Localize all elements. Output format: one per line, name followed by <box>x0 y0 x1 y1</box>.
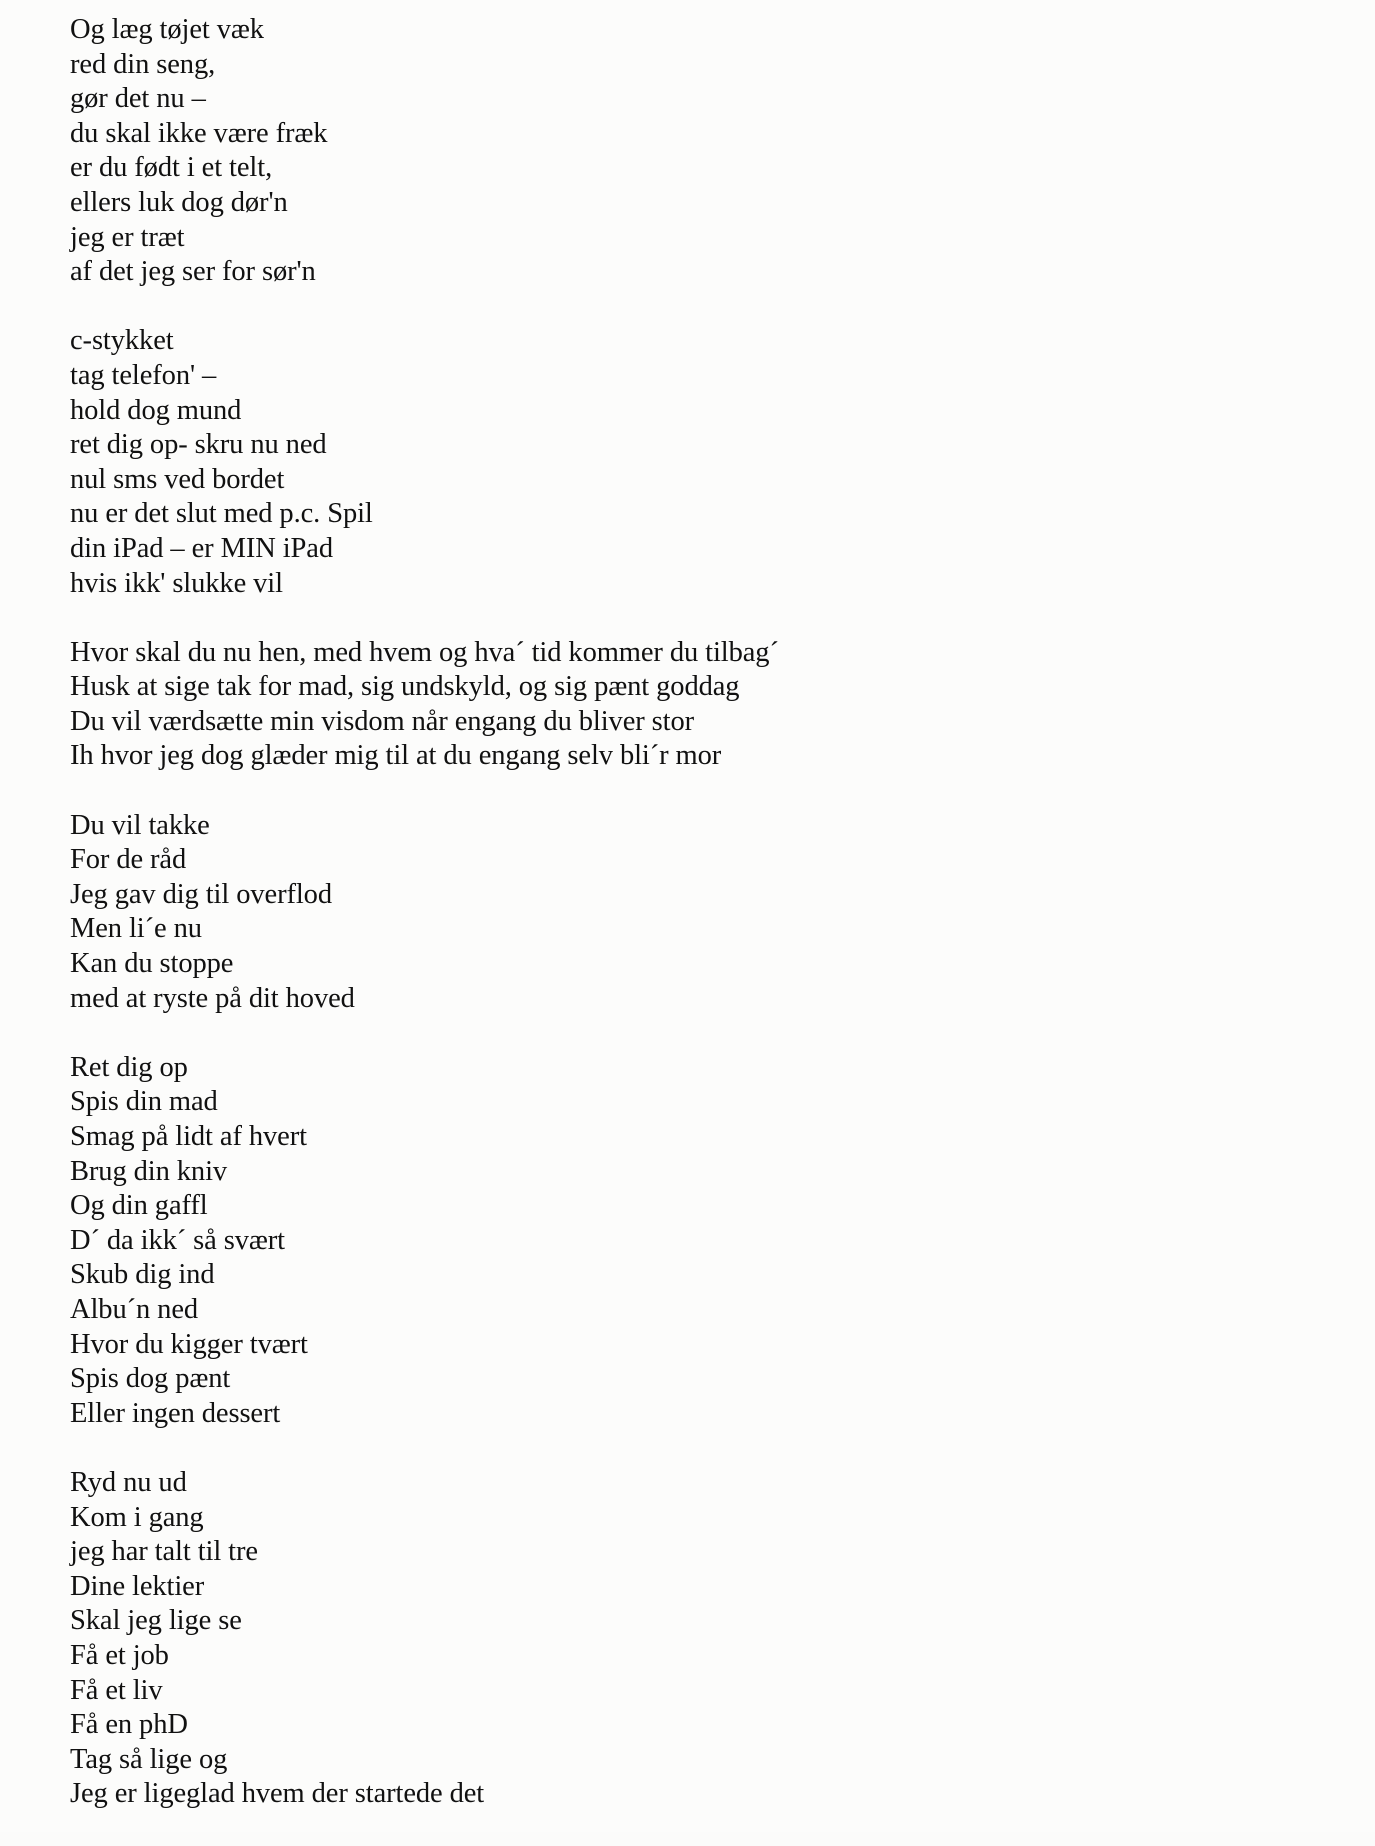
poem-line: Jeg er ligeglad hvem der startede det <box>70 1778 485 1810</box>
poem-line: Eller ingen dessert <box>70 1397 281 1429</box>
stanza-4 <box>70 809 1270 1017</box>
poem-line: nu er det slut med p.c. Spil <box>70 498 373 530</box>
poem-text <box>70 13 1270 1846</box>
poem-line: D´ da ikk´ så svært <box>70 1224 285 1256</box>
poem-line: nul sms ved bordet <box>70 463 285 495</box>
poem-line: Få et liv <box>70 1674 163 1706</box>
poem-line: Spis din mad <box>70 1086 218 1118</box>
stanza-5 <box>70 1051 1270 1432</box>
poem-line: c-stykket <box>70 325 174 357</box>
poem-line: Ryd nu ud <box>70 1466 187 1498</box>
poem-line: red din seng, <box>70 48 216 80</box>
poem-line: med at ryste på dit hoved <box>70 982 355 1014</box>
poem-line: af det jeg ser for sør'n <box>70 256 316 288</box>
stanza-3-chorus <box>70 636 1270 774</box>
poem-line: hvis ikk' slukke vil <box>70 567 283 599</box>
poem-line: jeg har talt til tre <box>70 1536 258 1568</box>
poem-line: Ret dig op <box>70 1051 188 1083</box>
poem-line: du skal ikke være fræk <box>70 117 328 149</box>
poem-line: er du født i et telt, <box>70 152 273 184</box>
poem-line: Få en phD <box>70 1709 188 1741</box>
poem-line: Jeg gav dig til overflod <box>70 878 332 910</box>
poem-line: jeg er træt <box>70 221 185 253</box>
poem-line: Ih hvor jeg dog glæder mig til at du engang selv bli´r mor <box>70 740 722 772</box>
stanza-2 <box>70 324 1270 601</box>
poem-line: Brug din kniv <box>70 1155 228 1187</box>
poem-line: Smag på lidt af hvert <box>70 1121 307 1152</box>
poem-line: ellers luk dog dør'n <box>70 186 288 218</box>
poem-line: Kom i gang <box>70 1501 204 1533</box>
poem-line: Spis dog pænt <box>70 1363 231 1395</box>
poem-line: gør det nu – <box>70 83 206 115</box>
poem-line: Du vil takke <box>70 809 210 841</box>
poem-line: Albu´n ned <box>70 1293 199 1325</box>
poem-line: Skub dig ind <box>70 1259 215 1291</box>
poem-line: Tag så lige og <box>70 1743 228 1775</box>
poem-line: Og læg tøjet væk <box>70 14 264 45</box>
poem-line: For de råd <box>70 844 187 876</box>
poem-line: Skal jeg lige se <box>70 1605 242 1637</box>
poem-line: hold dog mund <box>70 394 242 426</box>
stanza-1 <box>70 13 1270 290</box>
stanza-6 <box>70 1466 1270 1812</box>
poem-line: Du vil værdsætte min visdom når engang du bliver stor <box>70 705 695 737</box>
poem-line: tag telefon' – <box>70 359 217 391</box>
poem-line: din iPad – er MIN iPad <box>70 532 333 564</box>
poem-line: Men li´e nu <box>70 913 202 945</box>
poem-line: Hvor du kigger tvært <box>70 1328 308 1360</box>
poem-line: Husk at sige tak for mad, sig undskyld, og sig pænt goddag <box>70 671 740 703</box>
poem-line: Og din gaffl <box>70 1190 208 1222</box>
poem-line: Dine lektier <box>70 1570 205 1602</box>
poem-line: ret dig op- skru nu ned <box>70 429 327 461</box>
poem-line: Hvor skal du nu hen, med hvem og hva´ tid kommer du tilbag´ <box>70 636 779 668</box>
poem-line: Få et job <box>70 1639 169 1671</box>
poem-line: Kan du stoppe <box>70 948 234 980</box>
